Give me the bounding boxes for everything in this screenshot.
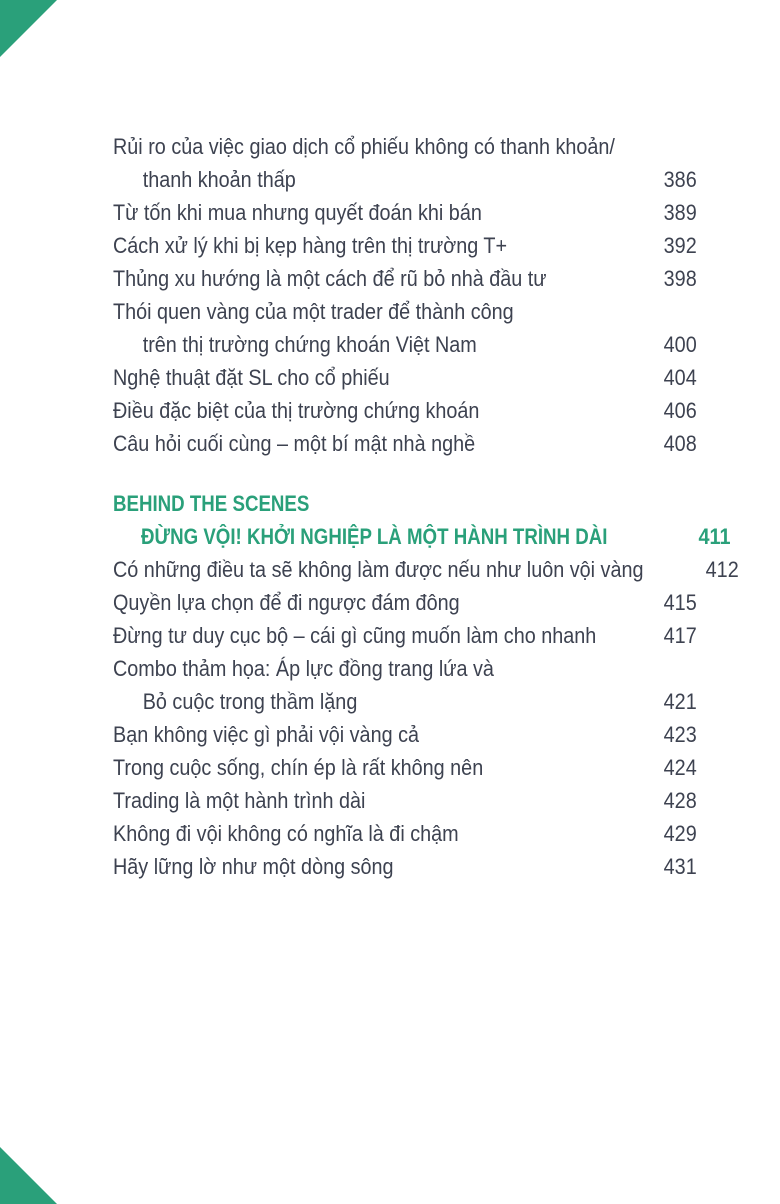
toc-section-heading-label: BEHIND THE SCENES: [113, 491, 310, 516]
toc-entry-title: Rủi ro của việc giao dịch cổ phiếu không có thanh khoản/: [113, 134, 615, 159]
toc-entry: [113, 295, 697, 328]
toc-entry-page-number: 392: [663, 233, 697, 258]
table-of-contents: [113, 130, 740, 883]
toc-entry-page-number: 389: [663, 200, 697, 225]
toc-entry-page-number: 411: [698, 524, 731, 549]
toc-entry: [113, 586, 697, 619]
corner-triangle-bottom-left: [0, 1147, 57, 1204]
toc-entry-page-number: 398: [663, 266, 697, 291]
toc-entry-page-number: 400: [663, 332, 697, 357]
toc-entry-title: thanh khoản thấp: [142, 167, 296, 192]
toc-entry-page-number: 429: [663, 821, 697, 846]
toc-entry: [113, 685, 697, 718]
toc-entry-title: Thủng xu hướng là một cách để rũ bỏ nhà đầu tư: [113, 266, 547, 291]
toc-entry-title: Combo thảm họa: Áp lực đồng trang lứa và: [113, 656, 494, 681]
toc-entry-title: Không đi vội không có nghĩa là đi chậm: [113, 821, 459, 846]
toc-entry: [113, 817, 697, 850]
toc-entry-page-number: 417: [663, 623, 697, 648]
toc-entry-page-number: 428: [663, 788, 697, 813]
toc-entry: [113, 361, 697, 394]
toc-entry-title: trên thị trường chứng khoán Việt Nam: [142, 332, 477, 357]
toc-entry-title: Điều đặc biệt của thị trường chứng khoán: [113, 398, 480, 423]
toc-entry-title: Trading là một hành trình dài: [113, 788, 366, 813]
toc-section-heading: [113, 487, 697, 520]
toc-entry: [113, 652, 697, 685]
toc-entry-title: Hãy lững lờ như một dòng sông: [113, 854, 394, 879]
toc-entry: [113, 394, 697, 427]
toc-entry: [113, 163, 697, 196]
toc-entry-page-number: 386: [663, 167, 697, 192]
toc-entry-title: Thói quen vàng của một trader để thành công: [113, 299, 514, 324]
toc-entry-title: Bỏ cuộc trong thầm lặng: [142, 689, 358, 714]
toc-entry-page-number: 415: [663, 590, 697, 615]
toc-entry: [113, 262, 697, 295]
toc-entry-page-number: 404: [663, 365, 697, 390]
toc-entry-page-number: 424: [663, 755, 697, 780]
toc-entry-title: Có những điều ta sẽ không làm được nếu như luôn vội vàng: [113, 557, 644, 582]
toc-entry-title: Nghệ thuật đặt SL cho cổ phiếu: [113, 365, 390, 390]
toc-entry: [113, 229, 697, 262]
toc-entry-page-number: 431: [663, 854, 697, 879]
toc-entry: [113, 196, 697, 229]
toc-entry-page-number: 412: [706, 557, 740, 582]
toc-entry: [113, 751, 697, 784]
toc-entry: [113, 427, 697, 460]
toc-entry: [113, 619, 697, 652]
toc-entry-title: Đừng tư duy cục bộ – cái gì cũng muốn làm cho nhanh: [113, 623, 597, 648]
toc-section-heading: [113, 520, 731, 553]
toc-entry-page-number: 408: [663, 431, 697, 456]
toc-entry: [113, 850, 697, 883]
toc-entry-title: Từ tốn khi mua nhưng quyết đoán khi bán: [113, 200, 482, 225]
toc-entry: [113, 553, 740, 586]
toc-entry-page-number: 423: [663, 722, 697, 747]
toc-entry: [113, 718, 697, 751]
toc-entry-title: Bạn không việc gì phải vội vàng cả: [113, 722, 420, 747]
toc-entry: [113, 328, 697, 361]
toc-entry: [113, 130, 697, 163]
toc-entry-title: Câu hỏi cuối cùng – một bí mật nhà nghề: [113, 431, 476, 456]
toc-entry-title: Quyền lựa chọn để đi ngược đám đông: [113, 590, 460, 615]
toc-section-heading-label: ĐỪNG VỘI! KHỞI NGHIỆP LÀ MỘT HÀNH TRÌNH DÀI: [141, 524, 608, 549]
toc-entry-page-number: 406: [663, 398, 697, 423]
toc-entry-title: Cách xử lý khi bị kẹp hàng trên thị trường T+: [113, 233, 508, 258]
toc-entry: [113, 784, 697, 817]
toc-entry-page-number: 421: [663, 689, 697, 714]
corner-triangle-top-left: [0, 0, 57, 57]
toc-entry-title: Trong cuộc sống, chín ép là rất không nên: [113, 755, 484, 780]
